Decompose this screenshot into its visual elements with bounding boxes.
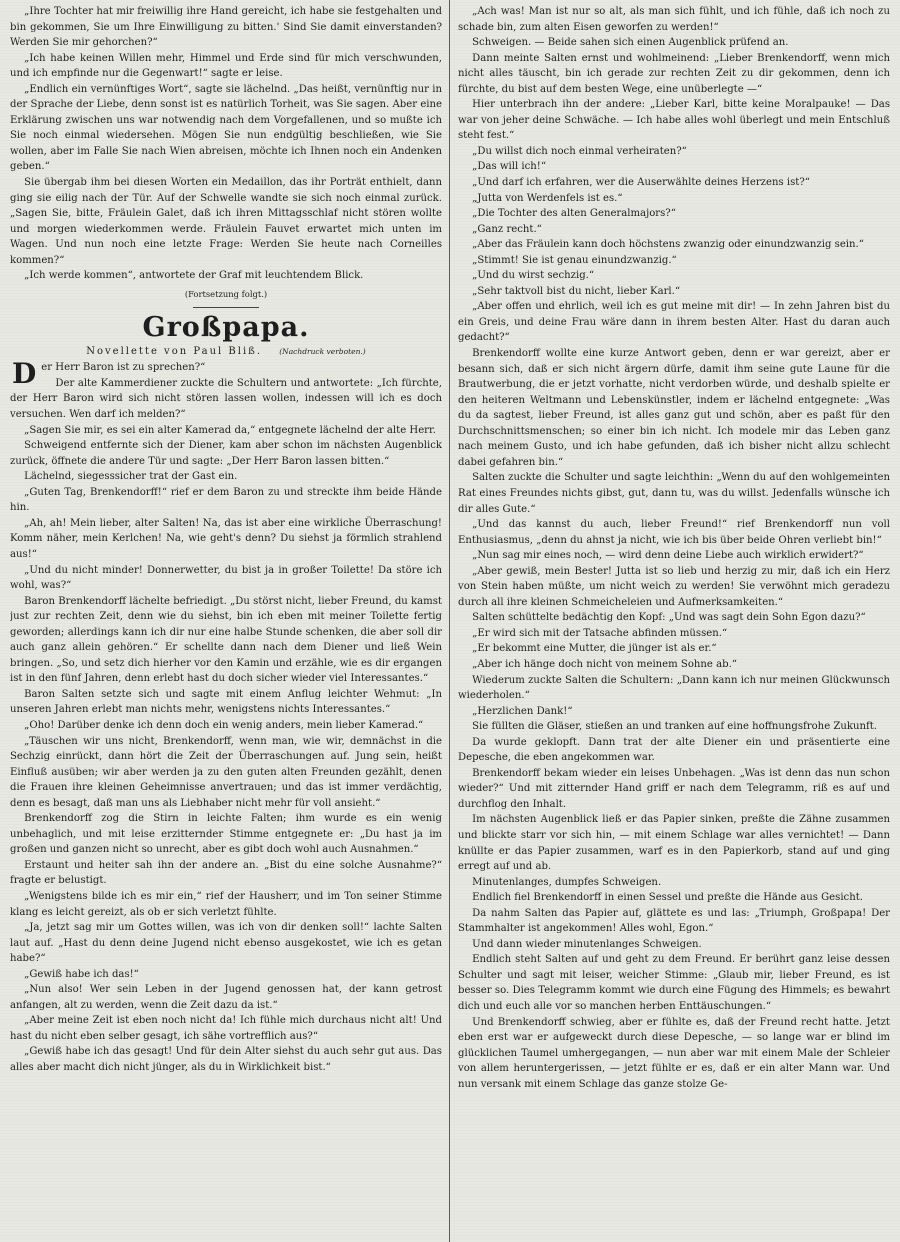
serial-paragraph: „Endlich ein vernünftiges Wort“, sagte sie lächelnd. „Das heißt, vernünftig nur in der Sprache der Liebe, denn sonst ist es natürlich Torheit, was Sie sagen. Aber eine Erklärung zwischen uns war notwendig nach dem Vorgefallenen, und so mußte ich Sie noch einmal wiedersehen. Mögen Sie nun endgültig beschließen, wie Sie wollen, aber im Falle Sie nach Wien abreisen, möchte ich Ihnen noch ein Andenken geben.“ [10, 83, 442, 173]
story-paragraph: „Und darf ich erfahren, wer die Auserwählte deines Herzens ist?“ [472, 177, 810, 189]
story-paragraph: Minutenlanges, dumpfes Schweigen. [472, 876, 662, 888]
story-opening [10, 357, 442, 391]
story-paragraph: Und dann wieder minutenlanges Schweigen. [472, 938, 702, 950]
byline-author: Novellette von Paul Bliß. [86, 346, 263, 358]
story-paragraph: „Herzlichen Dank!“ [472, 705, 573, 717]
story-title: Großpapa. [142, 312, 310, 344]
story-paragraph: Brenkendorff bekam wieder ein leises Unbehagen. „Was ist denn das nun schon wieder?“ Und mit zitternder Hand griff er nach dem Telegramm, riß es auf und durchflog den Inhalt. [458, 767, 890, 810]
story-paragraph: „Nun sag mir eines noch, — wird denn deine Liebe auch wirklich erwidert?“ [472, 550, 864, 562]
column-rule [449, 0, 450, 1242]
story-paragraph: „Aber offen und ehrlich, weil ich es gut meine mit dir! — In zehn Jahren bist du ein Greis, und deine Frau wäre dann in ihrem besten Alter. Hast du daran auch gedacht?“ [458, 301, 890, 344]
story-paragraph: Endlich fiel Brenkendorff in einen Sessel und preßte die Hände aus Gesicht. [472, 892, 863, 904]
section-divider [193, 307, 259, 308]
story-paragraph: „Jutta von Werdenfels ist es.“ [472, 192, 623, 204]
story-paragraph: „Das will ich!“ [472, 161, 546, 173]
story-paragraph: Im nächsten Augenblick ließ er das Papier sinken, preßte die Zähne zusammen und blickte starr vor sich hin, — mit einem Schlage war alles vernichtet! — Dann knüllte er das Papier zusammen, warf es in den Papierkorb, stand auf und ging erregt auf und ab. [458, 814, 890, 873]
story-paragraph: Da nahm Salten das Papier auf, glättete es und las: „Triumph, Großpapa! Der Stammhalter ist angekommen! Alles wohl, Egon.“ [458, 907, 890, 935]
story-paragraph: „Wenigstens bilde ich es mir ein,“ rief der Hausherr, und im Ton seiner Stimme klang es leicht gereizt, als ob er sich verletzt fühlte. [10, 890, 442, 918]
story-paragraph: Lächelnd, siegesssicher trat der Gast ein. [24, 471, 238, 483]
left-column [10, 4, 442, 1242]
serial-paragraph: „Ich werde kommen“, antwortete der Graf mit leuchtendem Blick. [24, 270, 364, 282]
serial-paragraph: Sie übergab ihm bei diesen Worten ein Medaillon, das ihr Porträt enthielt, dann ging sie eilig nach der Tür. Auf der Schwelle wandte sie sich noch einmal zurück. „Sagen Sie, bitte, Fräulein Galet, daß ich ihren Mittagsschlaf nicht stören wollte und morgen wiederkommen werde. Fräulein Fauvet erwartet mich unten im Wagen. Und nun noch eine letzte Frage: Werden Sie heute nach Corneilles kommen?“ [10, 177, 442, 266]
serial-paragraph: „Ich habe keinen Willen mehr, Himmel und Erde sind für mich verschwunden, und ich empfinde nur die Gegenwart!“ sagte er leise. [10, 52, 442, 80]
story-paragraph: „Die Tochter des alten Generalmajors?“ [472, 208, 676, 220]
story-paragraph: „Aber gewiß, mein Bester! Jutta ist so lieb und herzig zu mir, daß ich ein Herz von Stein haben müßte, um nicht weich zu werden! Sie verwöhnt mich geradezu durch all ihre kleinen Schmeicheleien und Aufmerksamkeiten.“ [458, 565, 890, 608]
story-paragraph: „Ja, jetzt sag mir um Gottes willen, was ich von dir denken soll!“ lachte Salten laut auf. „Hast du denn deine Jugend nicht ebenso ausgekostet, wie ich es getan habe?“ [10, 922, 442, 965]
story-paragraph: Salten schüttelte bedächtig den Kopf: „Und was sagt dein Sohn Egon dazu?“ [472, 612, 866, 624]
story-paragraph: Brenkendorff zog die Stirn in leichte Falten; ihm wurde es ein wenig unbehaglich, und mit leise erzitternder Stimme entgegnete er: „Du hast ja im großen und ganzen nicht so unrecht, aber es gibt doch wohl auch Ausnahmen.“ [10, 813, 442, 856]
story-paragraph: Brenkendorff wollte eine kurze Antwort geben, denn er war gereizt, aber er besann sich, daß er sich nicht ärgern dürfe, damit ihm seine gute Laune für die Brautwerbung, die er jetzt vorhatte, nicht verdorben würde, und deshalb spielte er den heiteren Weltmann und Lebenskünstler, indem er lächelnd entgegnete: „Was du da sagtest, lieber Freund, ist alles ganz gut und schön, aber es paßt für den Durchschnittsmenschen; so einer bin ich nicht. Ich modele mir das Leben ganz nach meinem Gusto, und ich habe gefunden, daß ich bisher nicht allzu schlecht dabei gefahren bin.“ [458, 348, 890, 468]
story-paragraph: Erstaunt und heiter sah ihn der andere an. „Bist du eine solche Ausnahme?“ fragte er belustigt. [10, 859, 442, 887]
byline-note: (Nachdruck verboten.) [279, 347, 366, 357]
story-paragraph: „Stimmt! Sie ist genau einundzwanzig.“ [472, 254, 677, 266]
story-paragraph: „Er wird sich mit der Tatsache abfinden müssen.“ [472, 627, 728, 639]
story-paragraph: „Aber ich hänge doch nicht von meinem Sohne ab.“ [472, 658, 737, 670]
story-paragraph: Der alte Kammerdiener zuckte die Schultern und antwortete: „Ich fürchte, der Herr Baron wird sich nicht stören lassen wollen, indessen will ich es doch versuchen. Wen darf ich melden?“ [10, 377, 442, 421]
story-text [10, 376, 442, 1076]
serial-text [10, 4, 442, 284]
story-paragraph: Schweigen. — Beide sahen sich einen Augenblick prüfend an. [472, 37, 789, 49]
story-paragraph: „Er bekommt eine Mutter, die jünger ist als er.“ [472, 643, 717, 655]
story-paragraph: Endlich steht Salten auf und geht zu dem Freund. Er berührt ganz leise dessen Schulter und sagt mit leiser, weicher Stimme: „Glaub mir, lieber Freund, es ist besser so. Dies Telegramm kommt wie durch eine Fügung des Himmels; es bewahrt dich und euch alle vor so manchen herben Enttäuschungen.“ [458, 954, 890, 1012]
drop-cap: D [12, 357, 37, 391]
story-paragraph: „Täuschen wir uns nicht, Brenkendorff, wenn man, wie wir, demnächst in die Sechzig einrückt, dann hört die Zeit der Überraschungen auf. Jung sein, heißt Einfluß ausüben; wir aber werden ja zu den guten alten Freunden gezählt, denen die Frauen ihre kleinen Geheimnisse anvertrauen; und das ist immer verdächtig, denn es besagt, daß man uns als Liebhaber nicht mehr für voll ansieht.“ [10, 735, 442, 809]
story-paragraph: Da wurde geklopft. Dann trat der alte Diener ein und präsentierte eine Depesche, die eben angekommen war. [458, 736, 890, 764]
right-column [458, 4, 890, 1242]
story-paragraph: „Guten Tag, Brenkendorff!“ rief er dem Baron zu und streckte ihm beide Hände hin. [10, 486, 442, 514]
story-paragraph: „Ach was! Man ist nur so alt, als man sich fühlt, und ich fühle, daß ich noch zu schade bin, zum alten Eisen geworfen zu werden!“ [458, 6, 890, 33]
story-paragraph: Dann meinte Salten ernst und wohlmeinend: „Lieber Brenkendorff, wenn mich nicht alles täuscht, bin ich gerade zur rechten Zeit zu dir gekommen, denn ich fürchte, du bist auf dem besten Wege, eine unüberlegte —“ [458, 52, 890, 95]
story-paragraph: „Und du nicht minder! Donnerwetter, du bist ja in großer Toilette! Da störe ich wohl, was?“ [10, 564, 442, 592]
story-paragraph: Schweigend entfernte sich der Diener, kam aber schon im nächsten Augenblick zurück, öffnete die andere Tür und sagte: „Der Herr Baron lassen bitten.“ [10, 440, 442, 467]
story-paragraph: „Aber das Fräulein kann doch höchstens zwanzig oder einundzwanzig sein.“ [472, 239, 864, 251]
story-paragraph: „Du willst dich noch einmal verheiraten?“ [472, 145, 687, 157]
story-paragraph: Baron Salten setzte sich und sagte mit einem Anflug leichter Wehmut: „In unseren Jahren erlebt man nichts mehr, wenigstens nichts Interessantes.“ [10, 688, 442, 716]
opening-line: er Herr Baron ist zu sprechen?“ [41, 362, 206, 374]
story-paragraph: „Gewiß habe ich das gesagt! Und für dein Alter siehst du auch sehr gut aus. Das alles aber macht dich nicht jünger, als du in Wirklichkeit bist.“ [10, 1046, 442, 1073]
serial-paragraph: „Ihre Tochter hat mir freiwillig ihre Hand gereicht, ich habe sie festgehalten und bin gekommen, Sie um Ihre Einwilligung zu bitten.' Sind Sie damit einverstanden? Werden Sie mir gehorchen?“ [10, 6, 442, 49]
story-paragraph: „Gewiß habe ich das!“ [24, 968, 139, 980]
story-paragraph: „Ah, ah! Mein lieber, alter Salten! Na, das ist aber eine wirkliche Überraschung! Komm näher, mein Kerlchen! Na, wie geht's denn? Du siehst ja förmlich strahlend aus!“ [10, 517, 442, 560]
story-paragraph: Hier unterbrach ihn der andere: „Lieber Karl, bitte keine Moralpauke! — Das war von jeher deine Schwäche. — Ich habe alles wohl überlegt und mein Entschluß steht fest.“ [458, 99, 890, 142]
story-paragraph: „Und das kannst du auch, lieber Freund!“ rief Brenkendorff nun voll Enthusiasmus, „denn du ahnst ja nicht, wie ich bis über beide Ohren verliebt bin!“ [458, 519, 890, 546]
story-paragraph: „Sagen Sie mir, es sei ein alter Kamerad da,“ entgegnete lächelnd der alte Herr. [24, 424, 436, 436]
story-paragraph: „Und du wirst sechzig.“ [472, 270, 595, 282]
story-paragraph: „Nun also! Wer sein Leben in der Jugend genossen hat, der kann getrost anfangen, alt zu werden, wenn die Zeit dazu da ist.“ [10, 984, 442, 1011]
story-paragraph: Und Brenkendorff schwieg, aber er fühlte es, daß der Freund recht hatte. Jetzt eben erst war er aufgeweckt durch diese Depesche, — so lange war er blind im glücklichen Taumel umhergegangen, — nun aber war mit einem Male der Schleier von allem heruntergerissen, — jetzt fühlte er es, daß er ein alter Mann war. Und nun versank mit einem Schlage das ganze stolze Ge- [458, 1016, 890, 1090]
story-paragraph: „Aber meine Zeit ist eben noch nicht da! Ich fühle mich durchaus nicht alt! Und hast du nicht eben selber gesagt, ich sähe vortrefflich aus?“ [10, 1015, 442, 1042]
story-paragraph: Wiederum zuckte Salten die Schultern: „Dann kann ich nur meinen Glückwunsch wiederholen.“ [458, 674, 890, 702]
story-paragraph: „Ganz recht.“ [472, 223, 542, 235]
story-paragraph: „Oho! Darüber denke ich denn doch ein wenig anders, mein lieber Kamerad.“ [24, 719, 424, 731]
continued-note: (Fortsetzung folgt.) [184, 288, 268, 299]
story-byline [10, 344, 442, 359]
story-paragraph: Salten zuckte die Schulter und sagte leichthin: „Wenn du auf den wohlgemeinten Rat eines Freundes nichts gibst, gut, dann tu, was du willst. Jedenfalls wünsche ich dir alles Gute.“ [458, 472, 890, 515]
story-paragraph: Sie füllten die Gläser, stießen an und tranken auf eine hoffnungsfrohe Zukunft. [472, 721, 878, 733]
story-paragraph: „Sehr taktvoll bist du nicht, lieber Karl.“ [472, 285, 681, 297]
story-paragraph: Baron Brenkendorff lächelte befriedigt. „Du störst nicht, lieber Freund, du kamst just zur rechten Zeit, denn wie du siehst, bin ich eben mit meiner Toilette fertig geworden; allerdings kann ich dir nur eine halbe Stunde schenken, die aber soll dir auch ganz allein gehören.“ Er schellte dann nach dem Diener und ließ Wein bringen. „So, und setz dich hierher vor den Kamin und erzähle, wie es dir ergangen ist in den fünf Jahren, denn erlebt hast du doch sicher wieder viel Interessantes.“ [10, 595, 442, 685]
